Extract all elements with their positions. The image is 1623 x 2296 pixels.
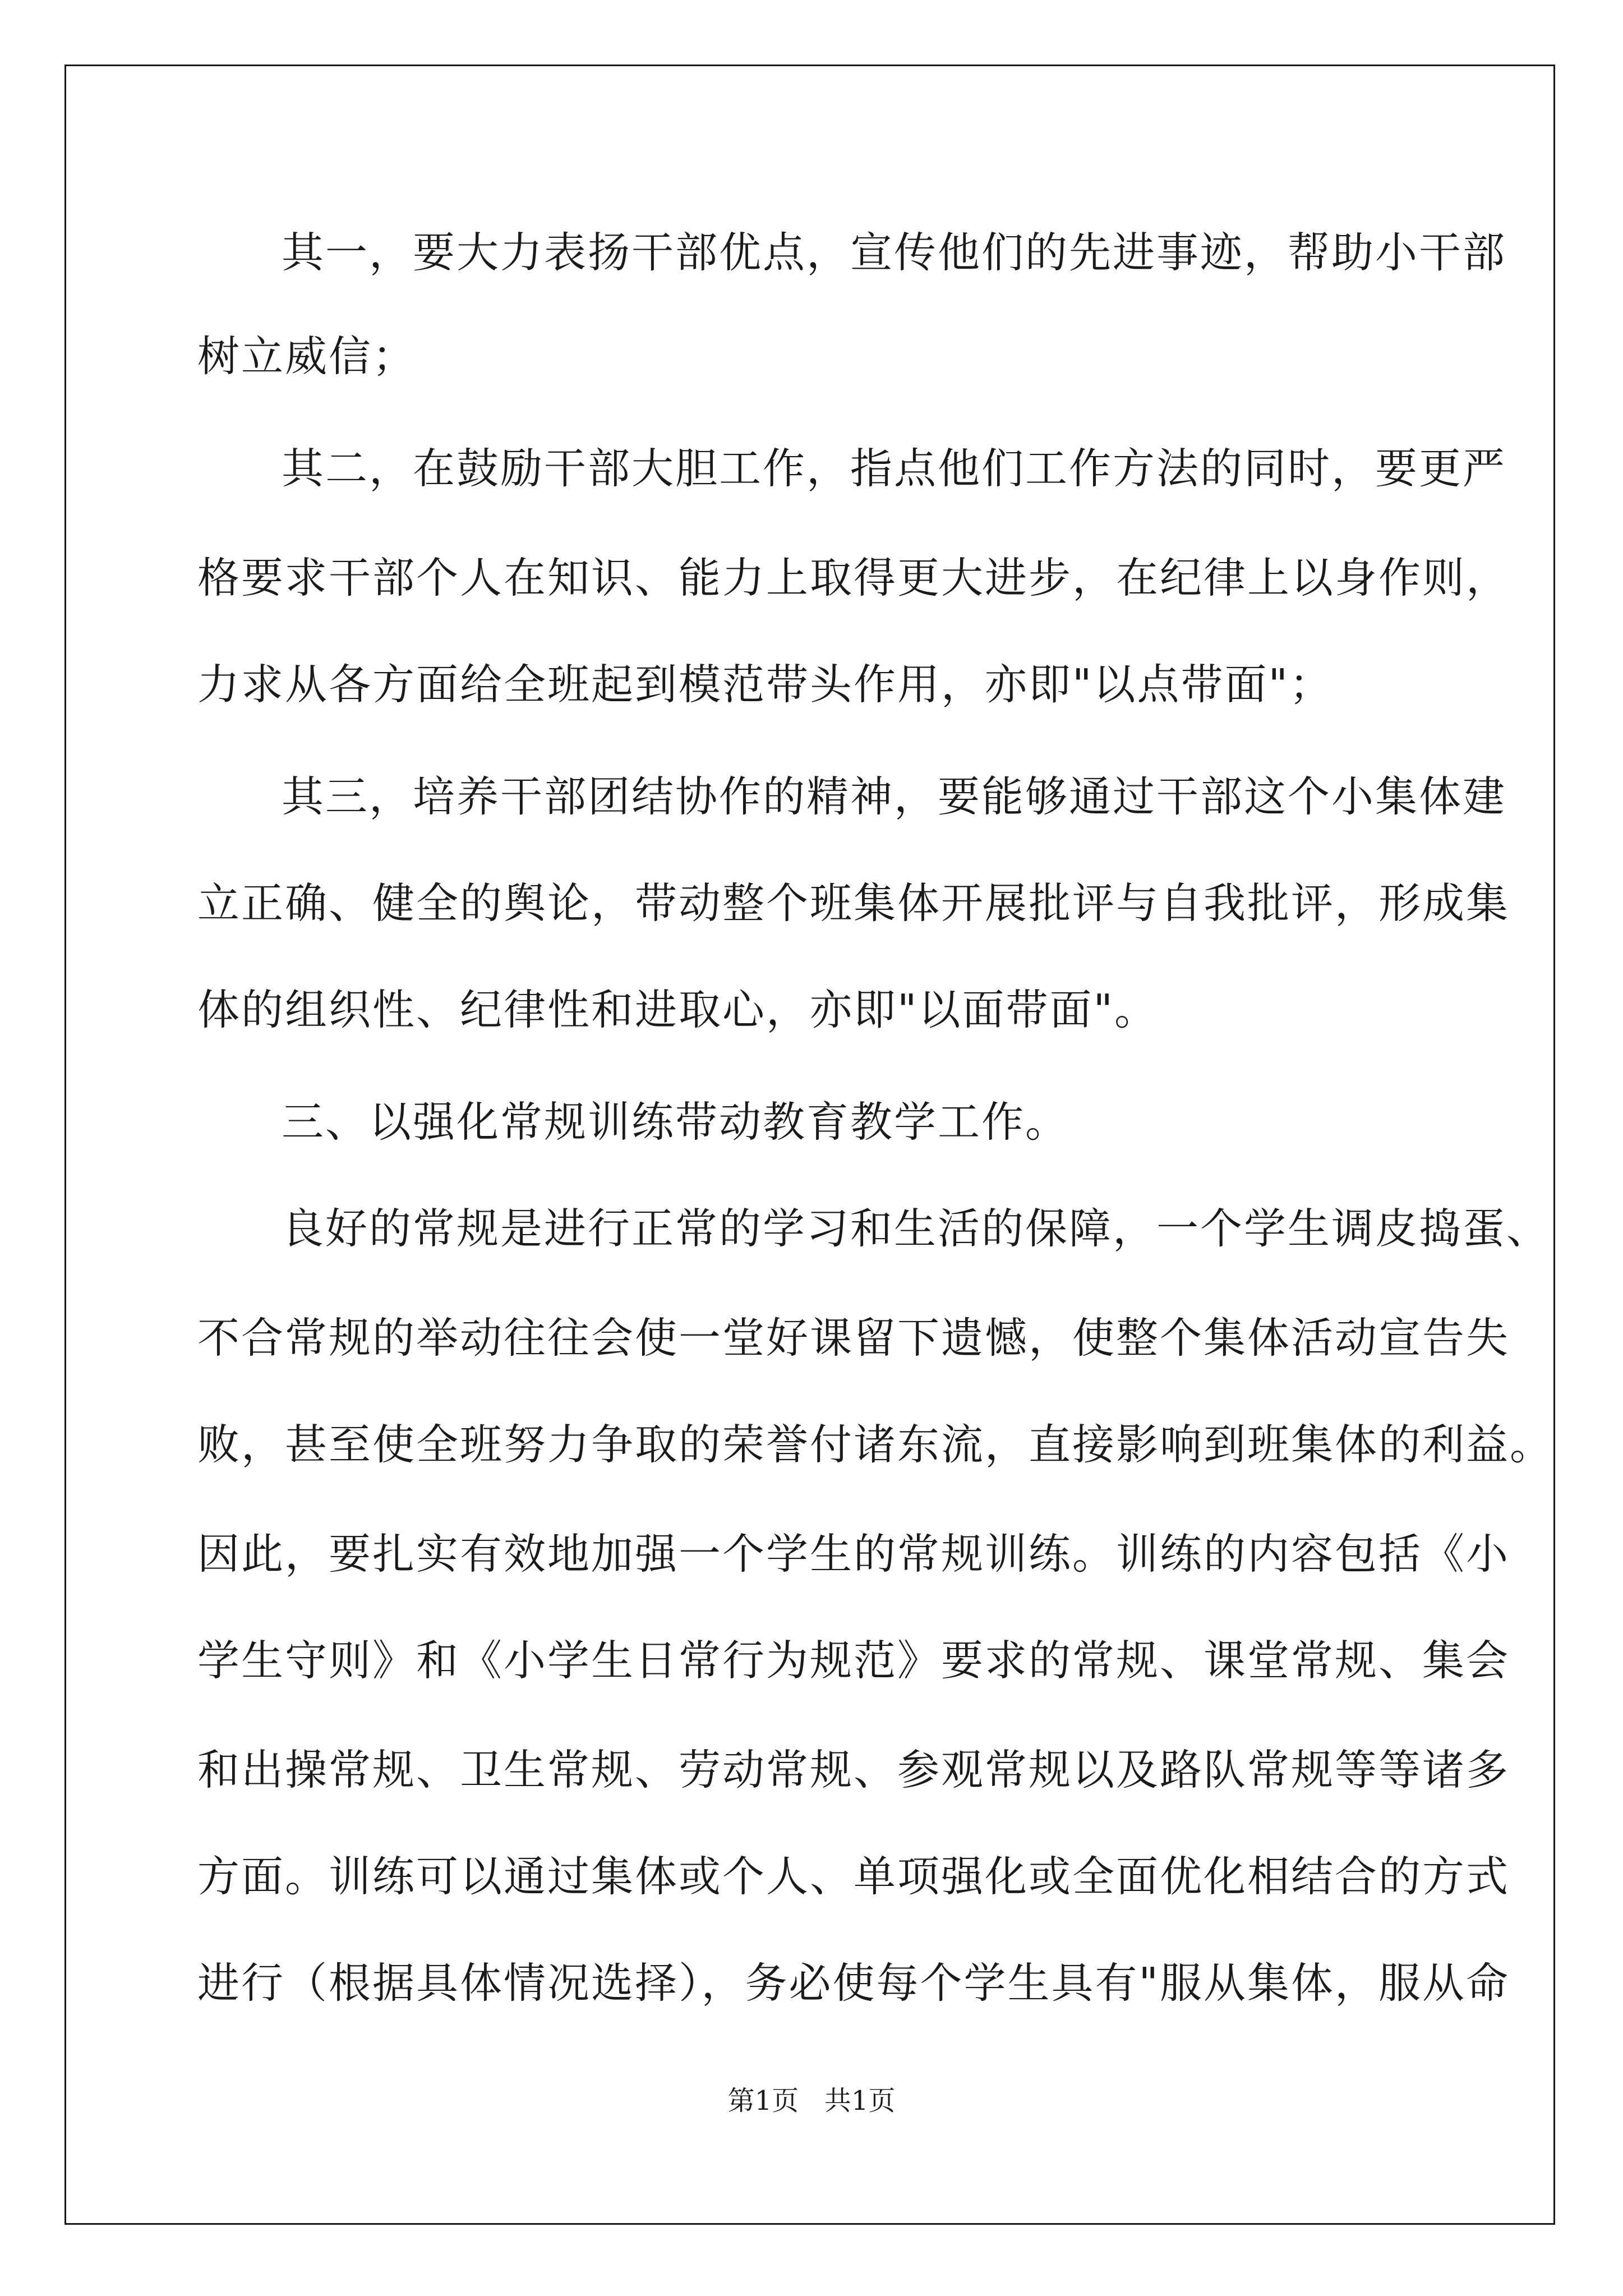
page-number-footer: 第1页 共1页 (727, 2085, 896, 2116)
paragraph-line: 其二，在鼓励干部大胆工作，指点他们工作方法的同时，要更严 (282, 444, 1507, 493)
paragraph-line: 格要求干部个人在知识、能力上取得更大进步，在纪律上以身作则， (197, 553, 1510, 602)
paragraph-line: 体的组织性、纪律性和进取心，亦即"以面带面"。 (197, 985, 1158, 1034)
paragraph-line: 学生守则》和《小学生日常行为规范》要求的常规、课堂常规、集会 (197, 1636, 1510, 1685)
paragraph-line: 三、以强化常规训练带动教育教学工作。 (282, 1097, 1069, 1147)
paragraph-line: 进行（根据具体情况选择），务必使每个学生具有"服从集体，服从命 (197, 1958, 1510, 2008)
paragraph-line: 良好的常规是进行正常的学习和生活的保障，一个学生调皮捣蛋、 (282, 1204, 1551, 1253)
paragraph-line: 其三，培养干部团结协作的精神，要能够通过干部这个小集体建 (282, 772, 1507, 821)
paragraph-line: 和出操常规、卫生常规、劳动常规、参观常规以及路队常规等等诸多 (197, 1745, 1510, 1795)
paragraph-line: 败，甚至使全班努力争取的荣誉付诸东流，直接影响到班集体的利益。 (197, 1420, 1554, 1469)
paragraph-line: 方面。训练可以通过集体或个人、单项强化或全面优化相结合的方式 (197, 1852, 1510, 1901)
paragraph-line: 立正确、健全的舆论，带动整个班集体开展批评与自我批评，形成集 (197, 878, 1510, 928)
paragraph-line: 力求从各方面给全班起到模范带头作用，亦即"以点带面"； (197, 660, 1333, 709)
paragraph-line: 其一，要大力表扬干部优点，宣传他们的先进事迹，帮助小干部 (282, 228, 1507, 277)
paragraph-line: 不合常规的举动往往会使一堂好课留下遗憾，使整个集体活动宣告失 (197, 1313, 1510, 1363)
paragraph-line: 因此，要扎实有效地加强一个学生的常规训练。训练的内容包括《小 (197, 1529, 1510, 1579)
paragraph-line: 树立威信； (197, 332, 417, 381)
